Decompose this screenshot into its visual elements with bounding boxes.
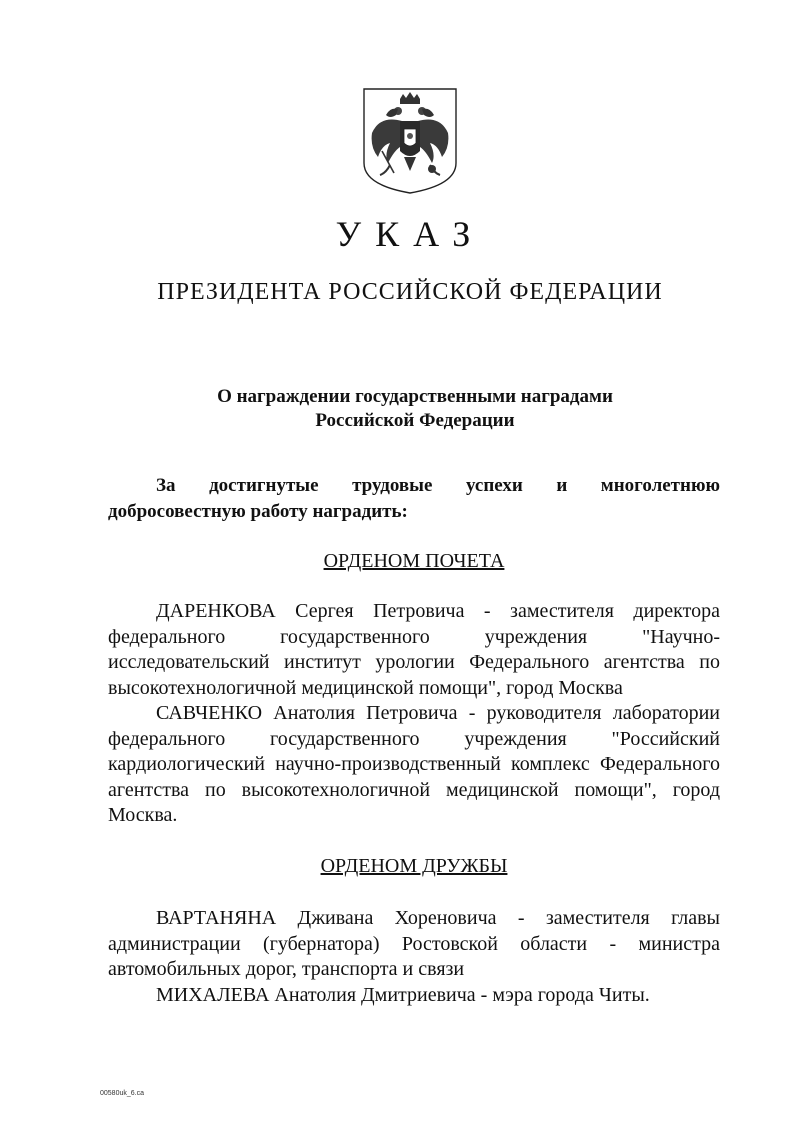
award-entry bbox=[108, 701, 720, 829]
entry-line: агентства по высокотехнологичной медицинской помощи", город bbox=[108, 778, 720, 801]
document-code: 00580uk_6.ca bbox=[100, 1090, 144, 1097]
intro-line: добросовестную работу наградить: bbox=[108, 501, 408, 522]
entry-line: администрации (губернатора) Ростовской области - министра bbox=[108, 932, 720, 955]
entry-line: ДАРЕНКОВА Сергея Петровича - заместителя директора bbox=[156, 600, 720, 622]
entry-line: ВАРТАНЯНА Дживана Хореновича - заместителя главы bbox=[156, 907, 720, 929]
intro-line: За достигнутые трудовые успехи и многолетнюю bbox=[156, 475, 720, 496]
award-entry bbox=[108, 906, 720, 983]
document-subtitle: ПРЕЗИДЕНТА РОССИЙСКОЙ ФЕДЕРАЦИИ bbox=[157, 279, 663, 305]
entry-line: федерального государственного учреждения "Научно- bbox=[108, 625, 720, 648]
entry-line: высокотехнологичной медицинской помощи", город Москва bbox=[108, 676, 623, 699]
document-title: УКАЗ bbox=[335, 214, 485, 254]
entry-line: САВЧЕНКО Анатолия Петровича - руководителя лаборатории bbox=[156, 702, 720, 724]
decree-heading-line: Российской Федерации bbox=[315, 410, 515, 431]
decree-heading-line: О награждении государственными наградами bbox=[217, 386, 613, 407]
decree-intro bbox=[108, 473, 720, 525]
award-entry bbox=[108, 983, 720, 1009]
section-title-order-of-honour: ОРДЕНОМ ПОЧЕТА bbox=[323, 550, 505, 572]
award-entry bbox=[108, 599, 720, 701]
entry-line: исследовательский институт урологии Федерального агентства по bbox=[108, 651, 720, 673]
entry-line: кардиологический научно-производственный комплекс Федерального bbox=[108, 753, 720, 775]
entry-line: МИХАЛЕВА Анатолия Дмитриевича - мэра города Читы. bbox=[156, 984, 650, 1006]
entry-line: федерального государственного учреждения "Российский bbox=[108, 727, 720, 750]
section-title-order-of-friendship: ОРДЕНОМ ДРУЖБЫ bbox=[320, 855, 508, 877]
decree-heading bbox=[0, 385, 800, 433]
entry-line: автомобильных дорог, транспорта и связи bbox=[108, 958, 465, 980]
entry-line: Москва. bbox=[108, 804, 178, 826]
coat-of-arms-emblem-icon bbox=[360, 85, 460, 197]
